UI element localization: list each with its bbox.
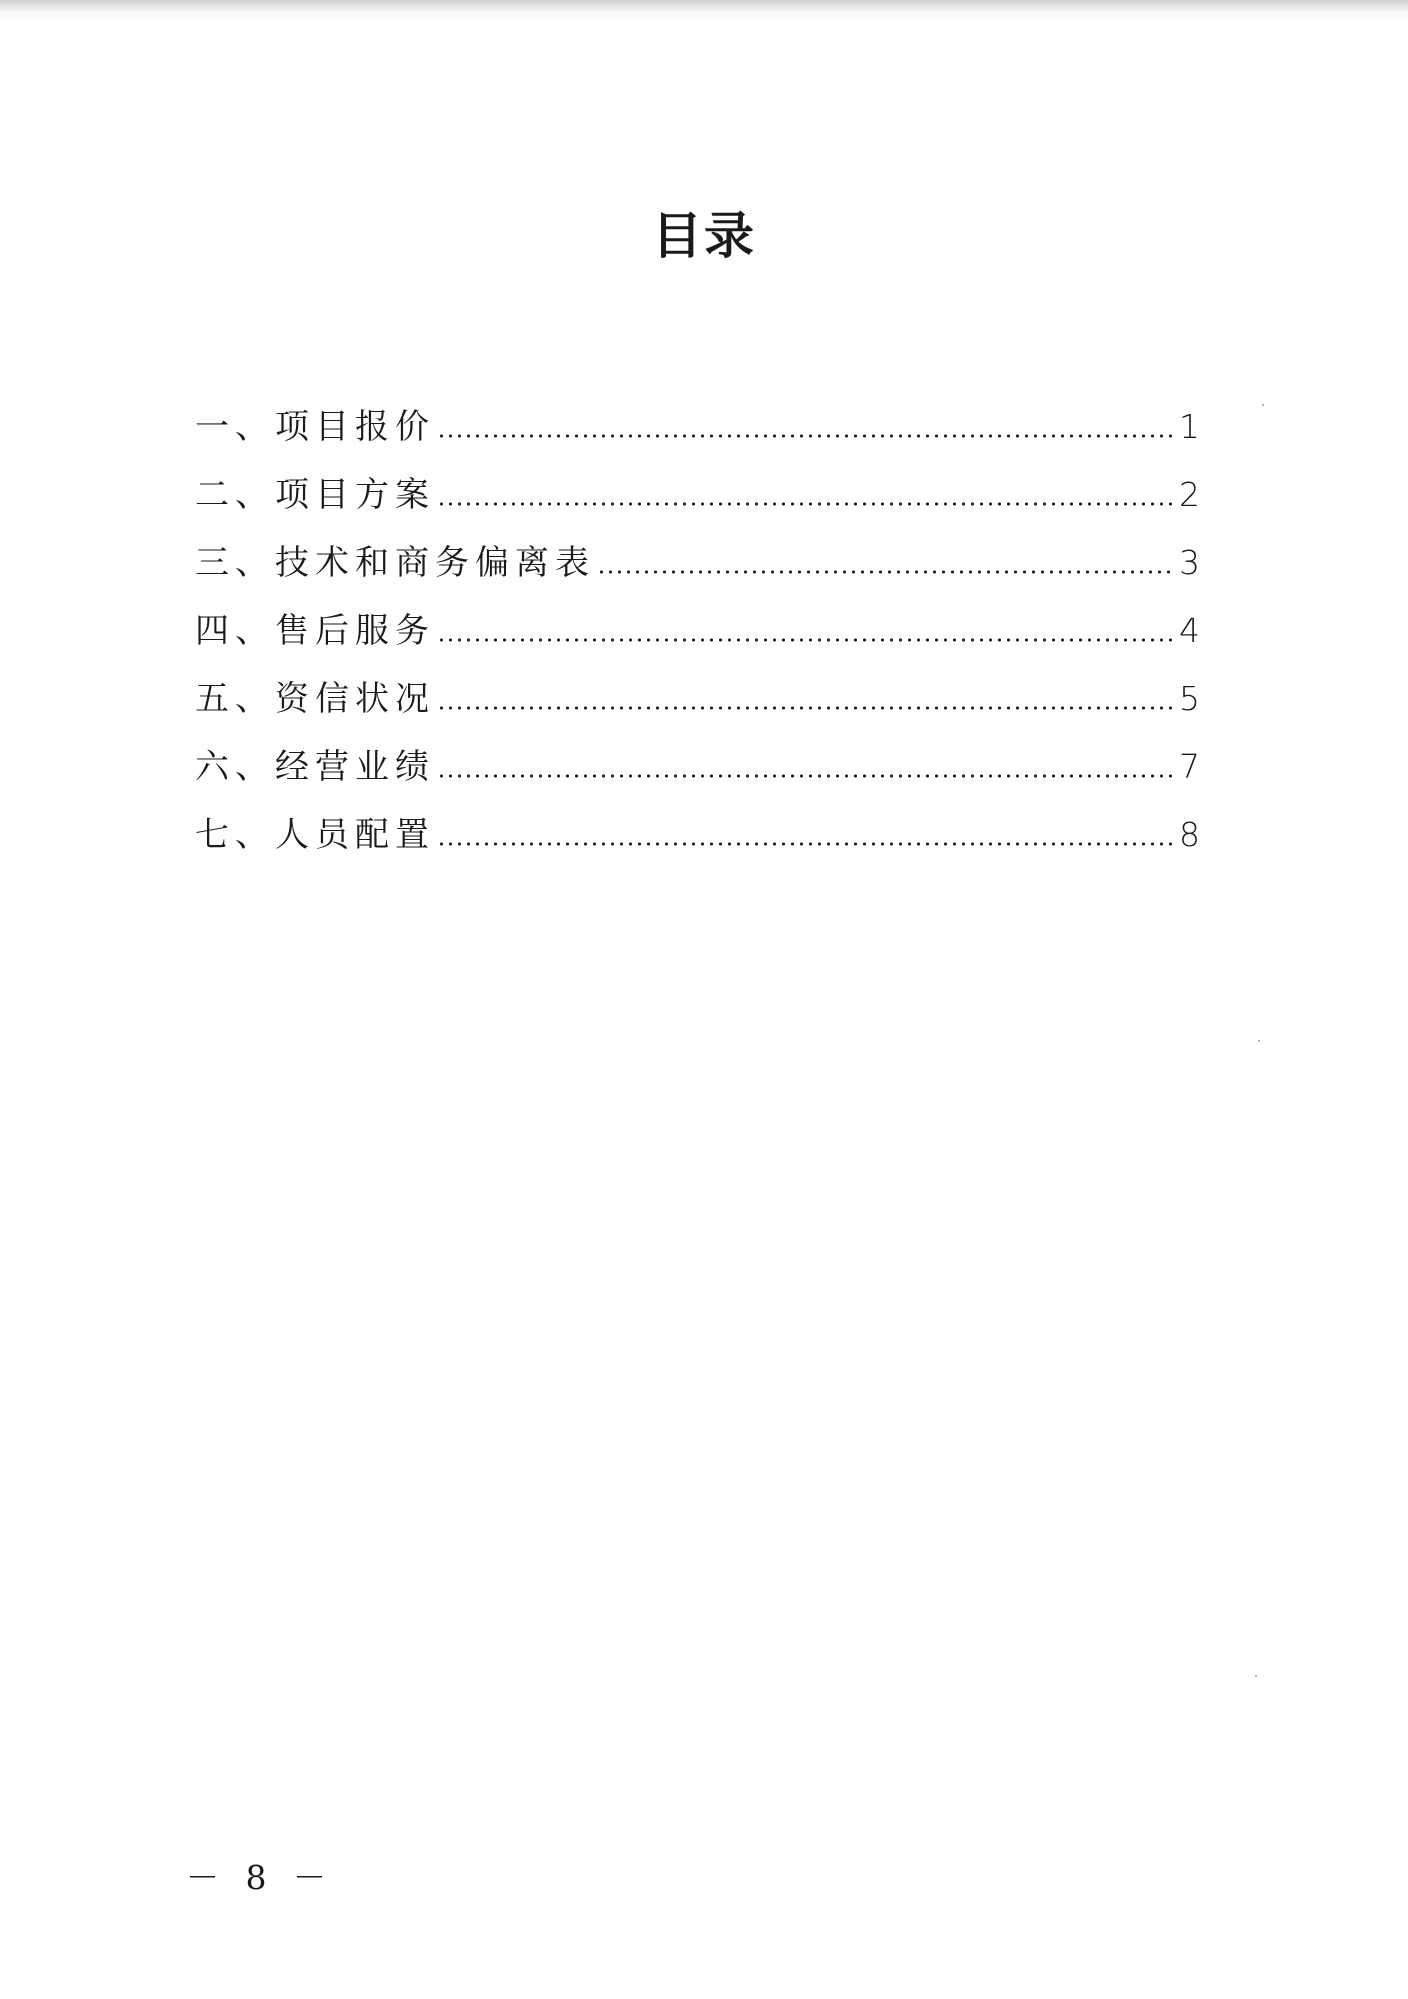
toc-entry-page: 8 bbox=[1179, 815, 1200, 854]
toc-entry[interactable] bbox=[195, 583, 1200, 651]
toc-entry-label: 一、项目报价 bbox=[195, 407, 435, 447]
toc-entry-label: 三、技术和商务偏离表 bbox=[195, 543, 595, 583]
toc-entry-page: 3 bbox=[1179, 543, 1200, 582]
toc-dot-leader bbox=[437, 502, 1174, 506]
toc-entry-page: 1 bbox=[1179, 407, 1200, 446]
toc-entry[interactable] bbox=[195, 379, 1200, 447]
scan-edge-shadow bbox=[0, 0, 1408, 26]
table-of-contents bbox=[195, 379, 1200, 855]
toc-dot-leader bbox=[597, 570, 1174, 574]
toc-entry[interactable] bbox=[195, 447, 1200, 515]
toc-dot-leader bbox=[437, 434, 1174, 438]
toc-entry-page: 2 bbox=[1179, 475, 1200, 514]
scan-speck bbox=[1262, 404, 1264, 406]
toc-entry[interactable] bbox=[195, 651, 1200, 719]
toc-entry-label: 六、经营业绩 bbox=[195, 747, 435, 787]
toc-entry[interactable] bbox=[195, 787, 1200, 855]
toc-entry-label: 七、人员配置 bbox=[195, 815, 435, 855]
scan-speck bbox=[1258, 1040, 1260, 1042]
toc-entry-page: 7 bbox=[1179, 747, 1200, 786]
toc-entry[interactable] bbox=[195, 515, 1200, 583]
page-title: 目录 bbox=[652, 207, 756, 265]
toc-dot-leader bbox=[437, 774, 1174, 778]
toc-dot-leader bbox=[437, 638, 1174, 642]
scan-speck bbox=[1255, 1675, 1257, 1677]
footer-page-number: － 8 － bbox=[186, 1858, 334, 1897]
toc-entry-label: 五、资信状况 bbox=[195, 679, 435, 719]
toc-entry[interactable] bbox=[195, 719, 1200, 787]
toc-dot-leader bbox=[437, 842, 1174, 846]
toc-entry-label: 四、售后服务 bbox=[195, 611, 435, 651]
toc-entry-label: 二、项目方案 bbox=[195, 475, 435, 515]
toc-dot-leader bbox=[437, 706, 1174, 710]
toc-entry-page: 4 bbox=[1179, 611, 1200, 650]
toc-entry-page: 5 bbox=[1179, 679, 1200, 718]
